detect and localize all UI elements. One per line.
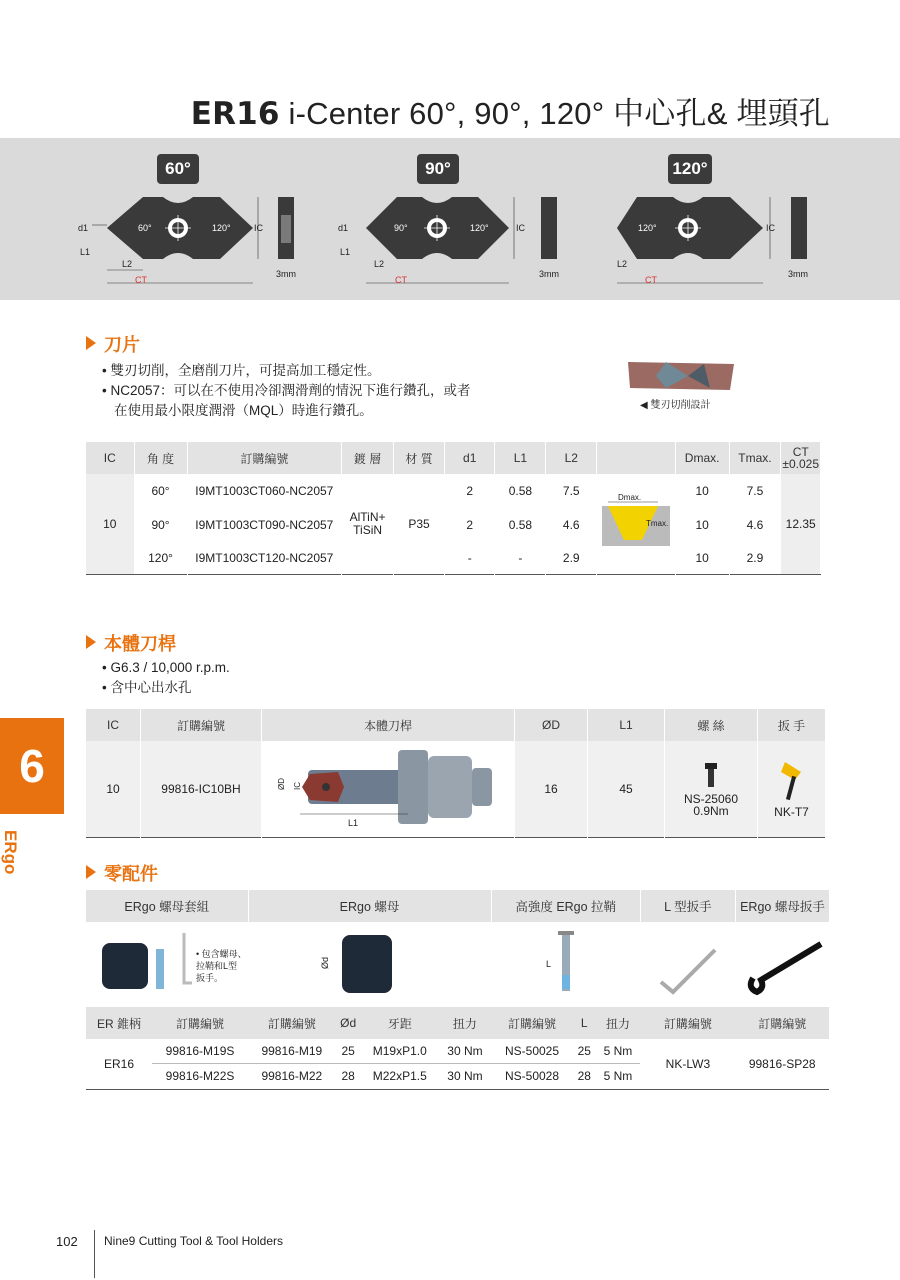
holder-drawing xyxy=(268,742,508,832)
insert-90-drawing xyxy=(338,197,559,285)
svg-text:IC: IC xyxy=(766,223,775,233)
svg-text:L1: L1 xyxy=(348,818,359,829)
svg-text:IC: IC xyxy=(293,782,302,791)
insert-120-drawing xyxy=(617,197,808,285)
insert-photo xyxy=(626,358,736,394)
svg-text:Dmax.: Dmax. xyxy=(617,493,642,503)
badge-120: 120° xyxy=(668,154,712,184)
svg-text:90°: 90° xyxy=(394,223,408,233)
svg-text:CT: CT xyxy=(395,275,407,285)
nut-image xyxy=(310,923,430,1003)
title-rest: i-Center 60°, 90°, 120° 中心孔& 埋頭孔 xyxy=(279,96,830,131)
holder-table: IC 訂購編號 本體刀桿 ØD L1 螺 絲 扳 手 10 99816-IC10BH L1 ØD IC 16 45 NS-25060 0.9Nm NK-T7 xyxy=(86,709,826,838)
insert-drawings xyxy=(0,185,900,300)
badge-60: 60° xyxy=(157,154,199,184)
screw-icon xyxy=(701,761,721,791)
svg-text:Ød: Ød xyxy=(319,956,330,969)
chapter-label: ERgo xyxy=(1,830,20,875)
svg-text:d1: d1 xyxy=(338,223,349,233)
svg-text:CT: CT xyxy=(645,275,657,285)
chapter-tab: 6 xyxy=(0,718,64,814)
insert-photo-caption: ◀ 雙刃切削設計 xyxy=(640,400,711,411)
nut-set-note: • 包含螺母、 拉鞘和L型 扳手。 xyxy=(196,949,247,983)
svg-text:Tmax.: Tmax. xyxy=(645,519,669,529)
svg-text:d1: d1 xyxy=(78,223,89,233)
svg-text:L1: L1 xyxy=(80,247,91,257)
accessory-table: ERgo 螺母套組 ERgo 螺母 高強度 ERgo 拉鞘 L 型扳手 ERgo 螺母扳手 • 包含螺母、 拉鞘和L型 扳手。 Ød L ER 錐柄 訂購編號 訂購編號 Ød 牙距 扭力 訂購編號 L 扭力 訂購編號 訂購編號 ER16 99816-M19S 99816-M19 25 M19xP1.0 30 Nm NS-50025 25 5 Nm NK-LW3 99816-SP28 99816-M22S 99816-M22 28 M22xP1.5 30 Nm NS-50028 28 5 Nm xyxy=(86,890,829,1090)
svg-text:IC: IC xyxy=(254,223,263,233)
svg-text:L: L xyxy=(545,959,551,969)
svg-text:60°: 60° xyxy=(138,223,152,233)
holder-bullets: • G6.3 / 10,000 r.p.m. • 含中心出水孔 xyxy=(102,660,230,695)
svg-text:L2: L2 xyxy=(617,259,628,269)
svg-text:L1: L1 xyxy=(340,247,351,257)
title-bold: ER16 xyxy=(190,96,280,132)
page-title xyxy=(0,88,830,133)
svg-text:L2: L2 xyxy=(122,259,133,269)
pull-pin-image xyxy=(536,923,596,1003)
insert-section-title: 刀片 xyxy=(86,331,140,357)
insert-60-drawing xyxy=(78,197,296,285)
countersink-diagram xyxy=(600,492,672,552)
accessory-section-title: 零配件 xyxy=(86,860,158,886)
svg-text:IC: IC xyxy=(516,223,525,233)
badge-90: 90° xyxy=(417,154,459,184)
page-number: 102 xyxy=(56,1234,78,1249)
svg-text:L2: L2 xyxy=(374,259,385,269)
insert-table: IC 角 度 訂購編號 鍍 層 材 質 d1 L1 L2 Dmax. Tmax. CT ±0.025 10 60° I9MT1003CT060-NC2057 AlTiN+ TiSiN P35 2 0.58 7.5 Dmax. Tmax. 10 7.5 12.35 90° I9MT1003CT090-NC2057 2 0.58 4.6 10 4.6 120° I9MT1003CT120-NC2057 - - 2.9 10 2.9 xyxy=(86,442,821,575)
footer-brand: Nine9 Cutting Tool & Tool Holders xyxy=(104,1234,283,1248)
svg-text:CT: CT xyxy=(135,275,147,285)
svg-text:3mm: 3mm xyxy=(788,269,808,279)
svg-text:3mm: 3mm xyxy=(539,269,559,279)
holder-section-title: 本體刀桿 xyxy=(86,630,176,656)
svg-text:3mm: 3mm xyxy=(276,269,296,279)
torx-wrench-icon xyxy=(777,758,807,802)
footer-divider xyxy=(94,1230,95,1278)
svg-text:ØD: ØD xyxy=(277,778,286,791)
svg-text:120°: 120° xyxy=(638,223,657,233)
svg-text:120°: 120° xyxy=(470,223,489,233)
svg-text:120°: 120° xyxy=(212,223,231,233)
l-wrench-image xyxy=(653,928,723,998)
insert-bullets: • 雙刃切削，全磨削刀片，可提高加工穩定性。 • NC2057：可以在不使用冷卻潤滑劑的情況下進行鑽孔，或者 在使用最小限度潤滑（MQL）時進行鑽孔。 xyxy=(102,363,471,418)
spanner-image xyxy=(737,928,827,998)
